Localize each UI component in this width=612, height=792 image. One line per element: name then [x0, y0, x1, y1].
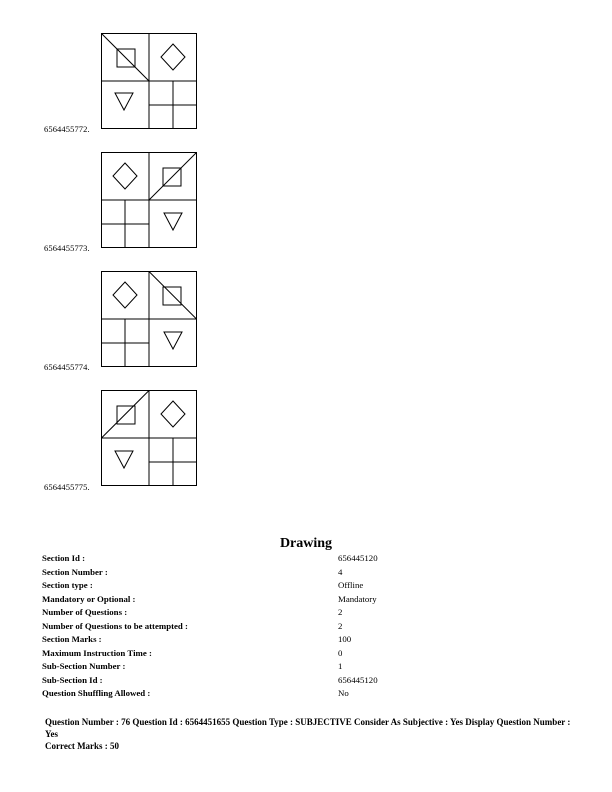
- section-title: Drawing: [279, 536, 333, 551]
- meta-row-sub-section-id: [42, 675, 442, 688]
- meta-label: Section Marks :: [42, 634, 102, 644]
- meta-value: 4: [338, 566, 343, 577]
- meta-row-section-number: [42, 567, 442, 580]
- option-figure-3: [101, 271, 197, 367]
- meta-label: Mandatory or Optional :: [42, 593, 136, 604]
- meta-value: 1: [338, 661, 343, 671]
- meta-value: 2: [338, 607, 343, 617]
- meta-row-shuffling-allowed: [42, 688, 442, 701]
- meta-value: No: [338, 688, 349, 698]
- option-id-1: 6564455772.: [44, 124, 90, 134]
- meta-row-questions-to-attempt: [42, 621, 442, 634]
- option-id-3: 6564455774.: [44, 362, 90, 372]
- meta-value: 656445120: [338, 553, 378, 563]
- meta-label: Section type :: [42, 580, 93, 590]
- option-figure-4: [101, 390, 197, 486]
- meta-value: 0: [338, 647, 343, 658]
- meta-label: Section Number :: [42, 566, 108, 577]
- meta-row-section-marks: [42, 634, 442, 647]
- option-figure-2: [101, 152, 197, 248]
- meta-label: Maximum Instruction Time :: [42, 647, 152, 658]
- meta-value: Mandatory: [338, 593, 377, 604]
- meta-value: 100: [338, 634, 352, 644]
- meta-row-section-id: [42, 553, 442, 566]
- meta-label: Number of Questions :: [42, 607, 128, 617]
- question-info: Question Number : 76 Question Id : 6564451655 Question Type : SUBJECTIVE Consider As Subjective : Yes Display Question Number : Yes: [45, 717, 571, 739]
- option-id-4: 6564455775.: [44, 482, 90, 492]
- meta-row-mandatory: [42, 594, 442, 607]
- meta-label: Number of Questions to be attempted :: [42, 620, 188, 631]
- meta-value: Offline: [338, 580, 364, 590]
- meta-label: Sub-Section Id :: [42, 674, 103, 685]
- meta-row-number-of-questions: [42, 607, 442, 620]
- meta-value: 2: [338, 620, 343, 631]
- option-figure-1: [101, 33, 197, 129]
- meta-value: 656445120: [338, 674, 378, 685]
- correct-marks: Correct Marks : 50: [45, 741, 120, 751]
- meta-label: Sub-Section Number :: [42, 661, 126, 671]
- meta-row-instruction-time: [42, 648, 442, 661]
- option-id-2: 6564455773.: [44, 243, 90, 253]
- meta-row-section-type: [42, 580, 442, 593]
- meta-row-sub-section-number: [42, 661, 442, 674]
- meta-label: Question Shuffling Allowed :: [42, 688, 151, 698]
- meta-label: Section Id :: [42, 553, 86, 563]
